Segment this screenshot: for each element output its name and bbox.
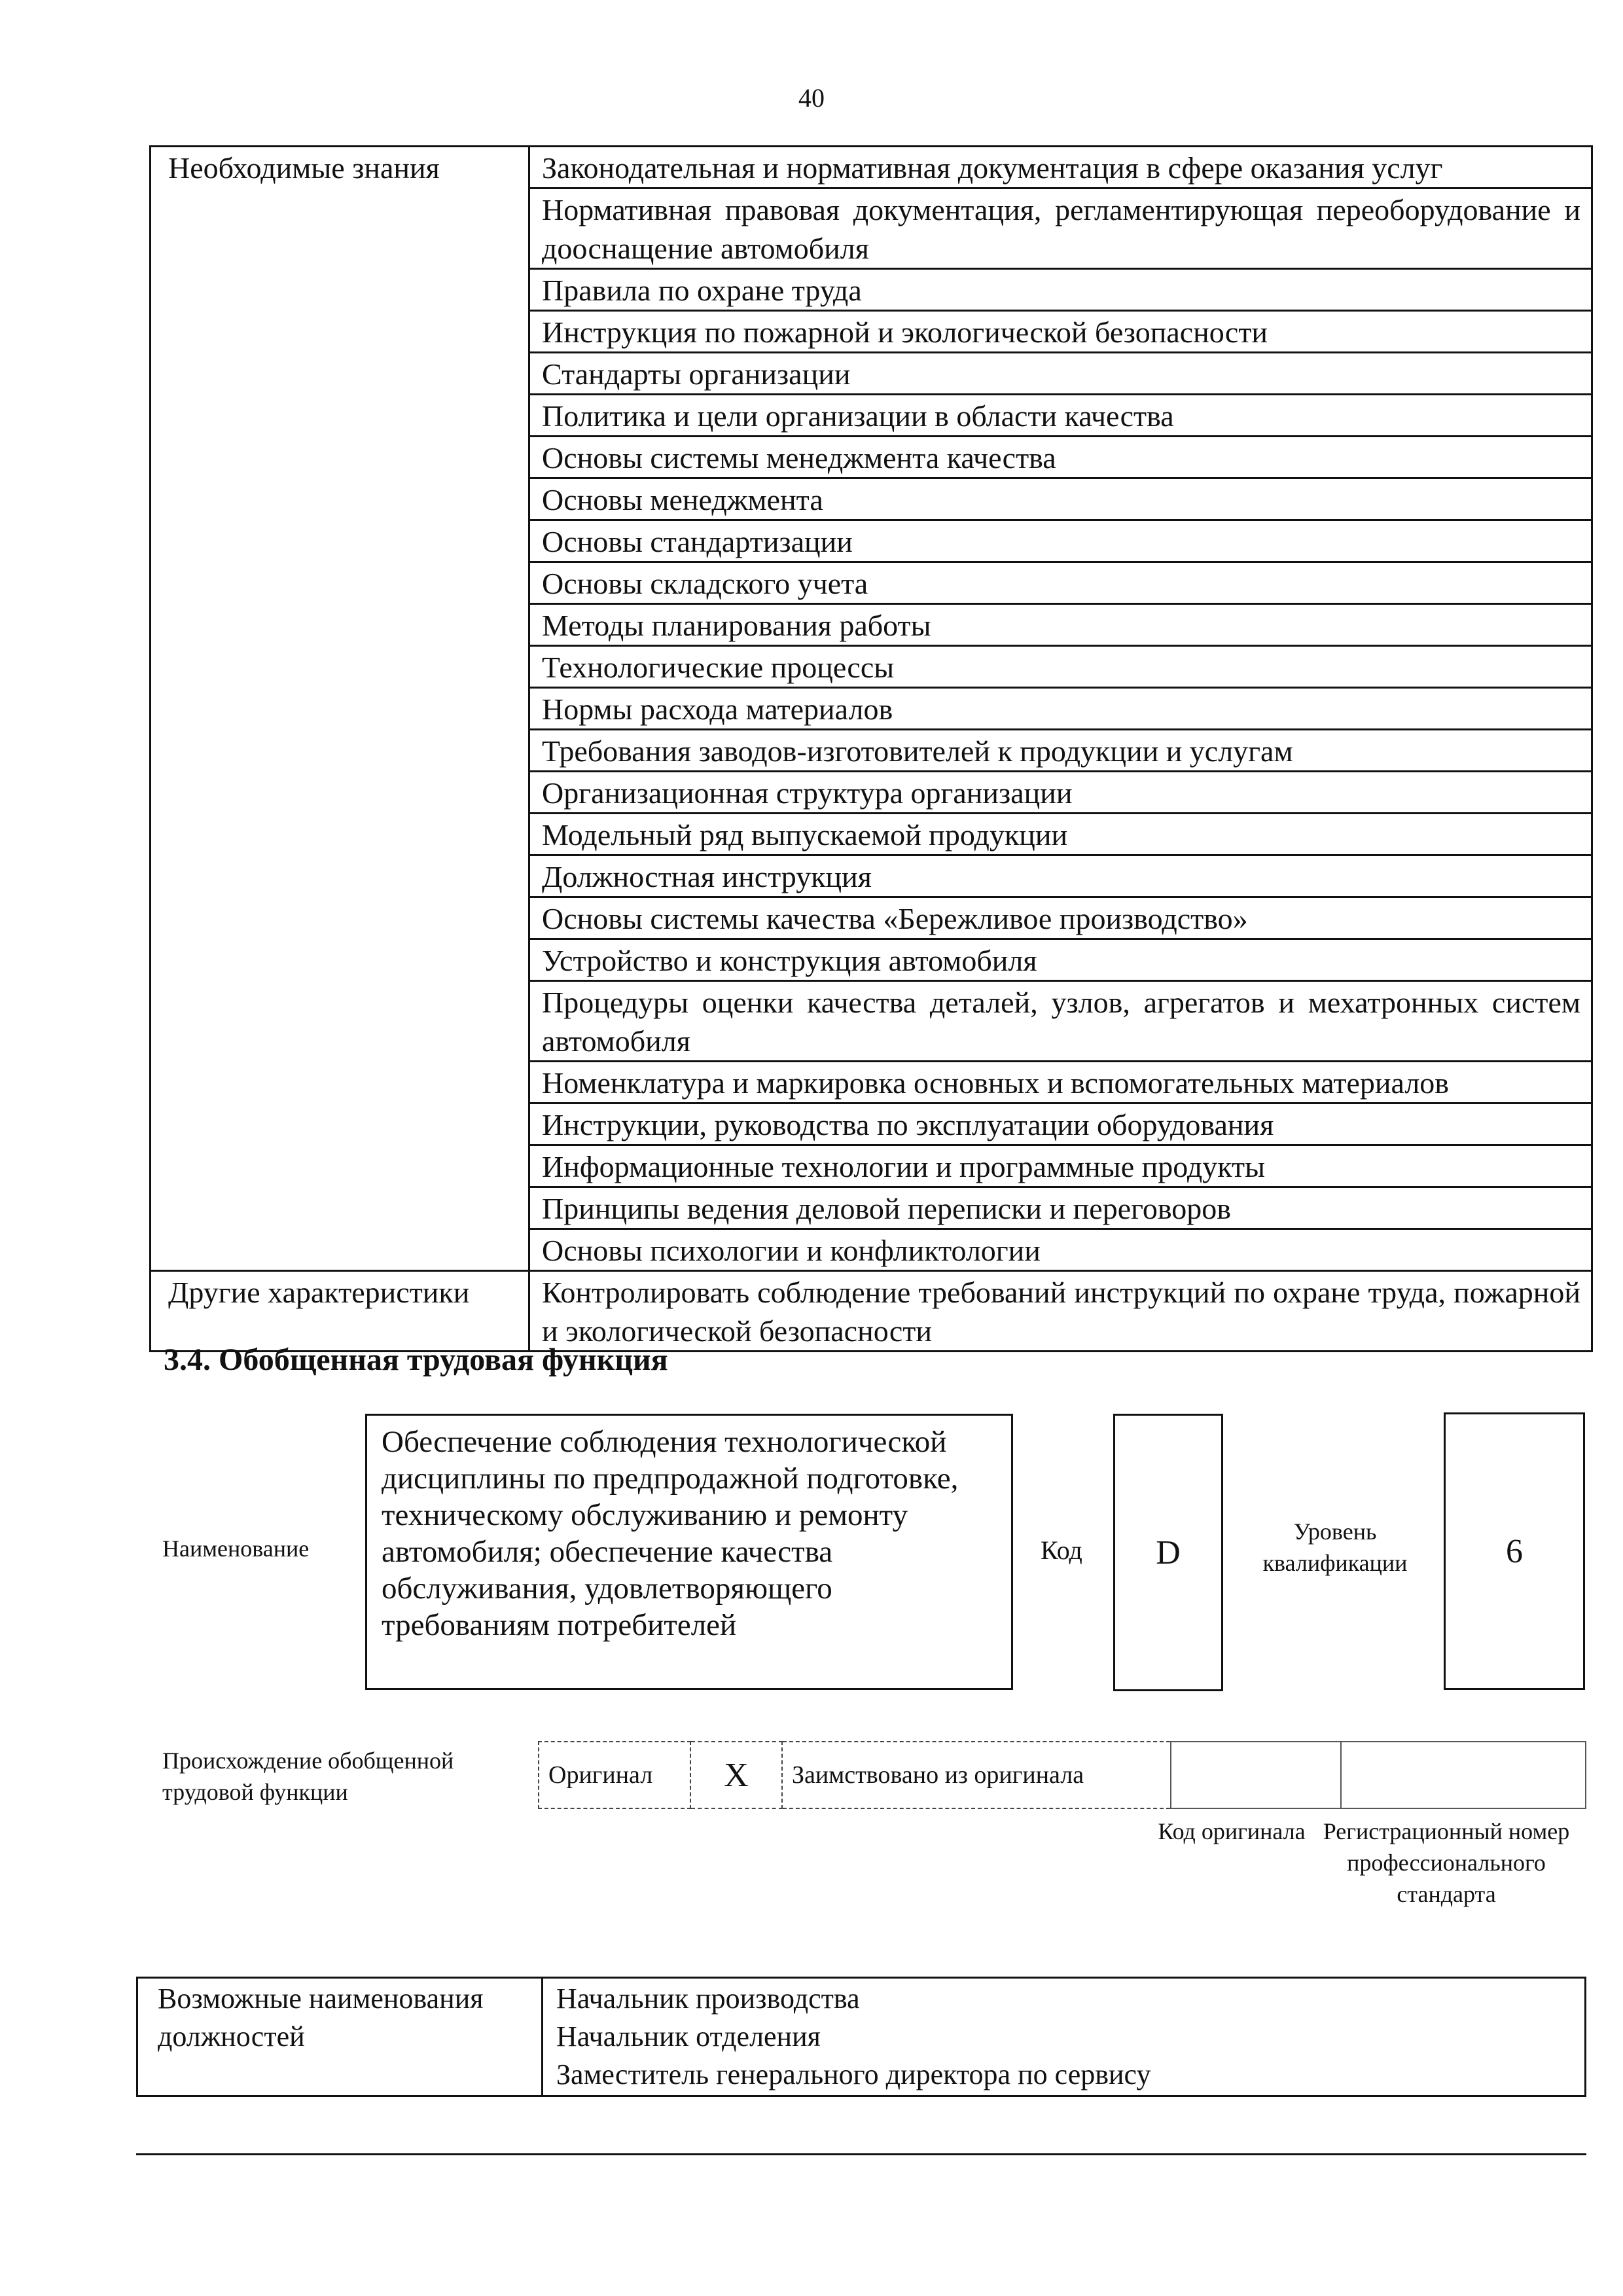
- knowledge-item: Нормативная правовая документация, регламентирующая переоборудование и дооснащение автомобиля: [529, 188, 1592, 269]
- knowledge-item: Основы системы качества «Бережливое производство»: [529, 897, 1592, 939]
- knowledge-item: Модельный ряд выпускаемой продукции: [529, 814, 1592, 855]
- knowledge-item: Правила по охране труда: [529, 269, 1592, 311]
- position-item: Начальник отделения: [556, 2020, 821, 2053]
- knowledge-item: Политика и цели организации в области качества: [529, 395, 1592, 437]
- knowledge-item: Нормы расхода материалов: [529, 688, 1592, 730]
- origin-code-caption: Код оригинала: [1158, 1818, 1306, 1844]
- positions-row: [137, 1978, 1586, 2096]
- knowledge-body: [151, 147, 1592, 1352]
- other-characteristics-value: Контролировать соблюдение требований инструкций по охране труда, пожарной и экологической безопасности: [529, 1271, 1592, 1352]
- knowledge-item: Информационные технологии и программные продукты: [529, 1145, 1592, 1187]
- position-item: Начальник производства: [556, 1982, 860, 2015]
- knowledge-item: Устройство и конструкция автомобиля: [529, 939, 1592, 981]
- name-value: Обеспечение соблюдения технологической дисциплины по предпродажной подготовке, техническому обслуживанию и ремонту автомобиля; обеспечение качества обслуживания, удовлетворяющего требованиям потребителей: [365, 1414, 1013, 1690]
- other-characteristics-label: Другие характеристики: [151, 1271, 529, 1352]
- origin-borrowed-label: Заимствовано из оригинала: [782, 1742, 1171, 1808]
- code-label: Код: [1041, 1535, 1082, 1565]
- knowledge-table: [149, 145, 1593, 1352]
- level-value: 6: [1444, 1412, 1585, 1690]
- knowledge-label: Необходимые знания: [151, 147, 529, 1271]
- origin-table: [538, 1741, 1586, 1809]
- knowledge-item: Организационная структура организации: [529, 772, 1592, 814]
- knowledge-item: Инструкции, руководства по эксплуатации оборудования: [529, 1103, 1592, 1145]
- footer-divider: [136, 2153, 1586, 2155]
- knowledge-item: Основы менеджмента: [529, 478, 1592, 520]
- knowledge-item: Стандарты организации: [529, 353, 1592, 395]
- origin-code-cell: [1171, 1742, 1341, 1808]
- knowledge-item: Номенклатура и маркировка основных и вспомогательных материалов: [529, 1062, 1592, 1103]
- knowledge-item: Основы стандартизации: [529, 520, 1592, 562]
- knowledge-item: Основы системы менеджмента качества: [529, 437, 1592, 478]
- origin-original-label: Оригинал: [539, 1742, 690, 1808]
- origin-reg-cell: [1341, 1742, 1586, 1808]
- positions-table: [136, 1977, 1586, 2097]
- name-label: Наименование: [162, 1535, 310, 1562]
- knowledge-item: Законодательная и нормативная документация в сфере оказания услуг: [529, 147, 1592, 188]
- origin-original-mark: X: [690, 1742, 782, 1808]
- level-label: Уровень квалификации: [1262, 1518, 1408, 1576]
- knowledge-item: Методы планирования работы: [529, 604, 1592, 646]
- page-number: 40: [798, 83, 825, 113]
- knowledge-item: Принципы ведения деловой переписки и переговоров: [529, 1187, 1592, 1229]
- positions-list: [543, 1978, 1586, 2096]
- origin-table-row: [539, 1742, 1586, 1808]
- positions-label: Возможные наименования должностей: [137, 1978, 543, 2096]
- origin-label: Происхождение обобщенной трудовой функции: [162, 1748, 454, 1805]
- position-item: Заместитель генерального директора по сервису: [556, 2058, 1151, 2090]
- knowledge-item: Основы психологии и конфликтологии: [529, 1229, 1592, 1271]
- knowledge-item: Требования заводов-изготовителей к продукции и услугам: [529, 730, 1592, 772]
- knowledge-item: Должностная инструкция: [529, 855, 1592, 897]
- code-value: D: [1113, 1414, 1223, 1691]
- section-title: 3.4. Обобщенная трудовая функция: [164, 1342, 668, 1377]
- knowledge-item: Процедуры оценки качества деталей, узлов, агрегатов и мехатронных систем автомобиля: [529, 981, 1592, 1062]
- other-characteristics-row: [151, 1271, 1592, 1352]
- knowledge-item: Основы складского учета: [529, 562, 1592, 604]
- knowledge-row: [151, 147, 1592, 188]
- knowledge-item: Технологические процессы: [529, 646, 1592, 688]
- knowledge-item: Инструкция по пожарной и экологической безопасности: [529, 311, 1592, 353]
- origin-reg-caption: Регистрационный номер профессионального стандарта: [1323, 1818, 1570, 1907]
